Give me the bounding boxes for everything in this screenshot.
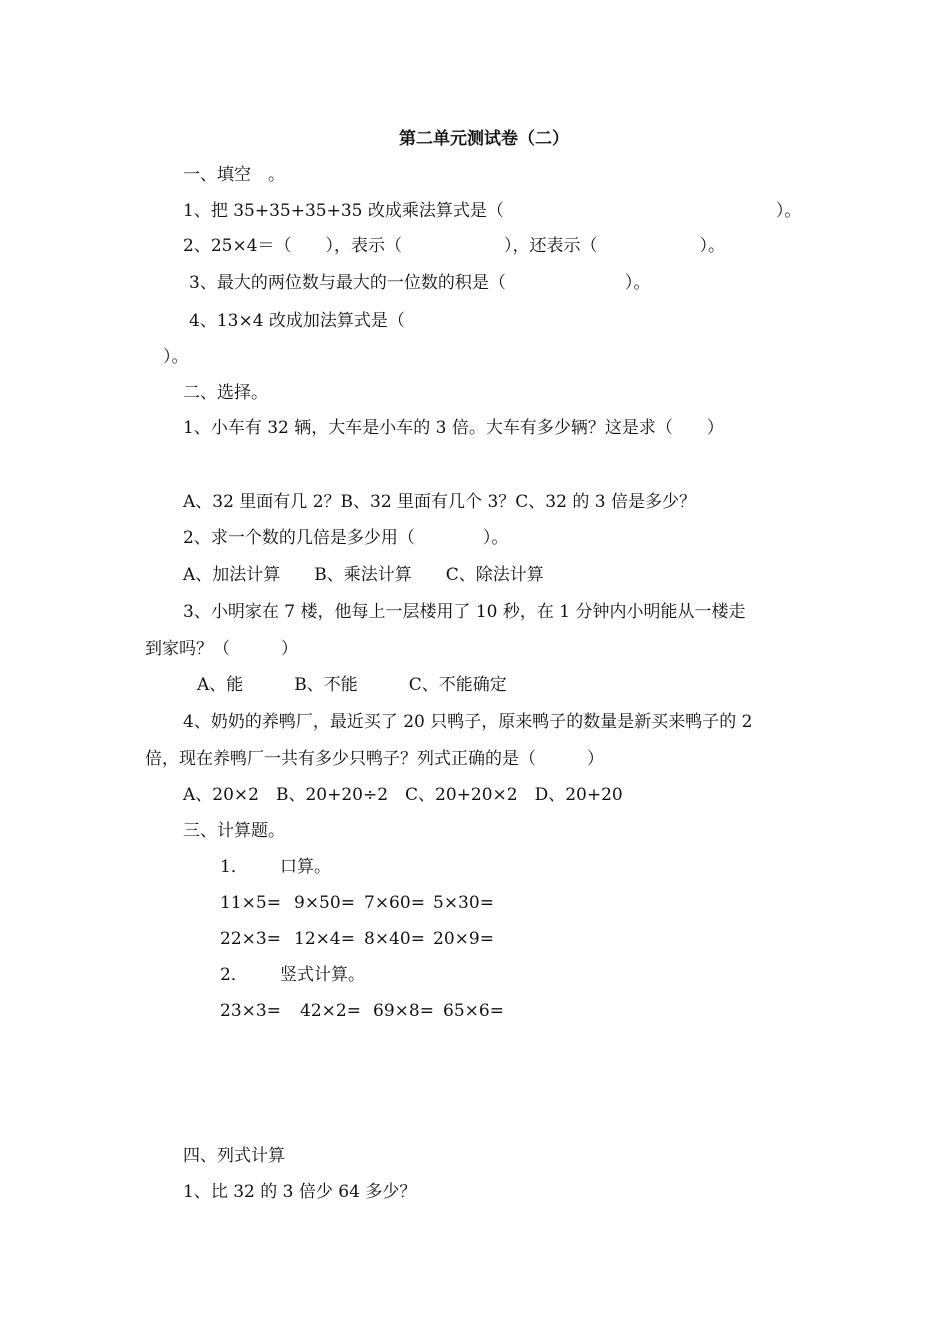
- choice-question-4: 4、奶奶的养鸭厂，最近买了 20 只鸭子，原来鸭子的数量是新买来鸭子的 2: [183, 712, 753, 732]
- section-2-heading: 二、选择。: [183, 383, 268, 403]
- fill-question-4: 4、13×4 改成加法算式是（: [189, 311, 405, 331]
- oral-calc-item: 22×3=: [220, 929, 281, 949]
- choice-question-2: 2、求一个数的几倍是多少用（ ）。: [183, 528, 509, 548]
- fill-question-1: 1、把 35+35+35+35 改成乘法算式是（ ）。: [183, 201, 802, 221]
- section-1-heading: 一、填空 。: [183, 165, 285, 185]
- page-title: 第二单元测试卷（二）: [399, 129, 569, 149]
- fill-question-4-end: ）。: [163, 347, 189, 367]
- vertical-calc-item: 65×6=: [443, 1001, 504, 1021]
- section-4-heading: 四、列式计算: [183, 1146, 285, 1166]
- calc-sub-2-label: 竖式计算。: [280, 965, 365, 985]
- choice-question-4-cont: 倍，现在养鸭厂一共有多少只鸭子？列式正确的是（ ）: [145, 749, 604, 769]
- section-3-heading: 三、计算题。: [183, 821, 285, 841]
- choice-question-4-options: A、20×2 B、20+20÷2 C、20+20×2 D、20+20: [183, 785, 623, 805]
- choice-question-2-options: A、加法计算 B、乘法计算 C、除法计算: [183, 565, 544, 585]
- oral-calc-item: 5×30=: [433, 893, 494, 913]
- choice-question-3: 3、小明家在 7 楼，他每上一层楼用了 10 秒，在 1 分钟内小明能从一楼走: [183, 602, 746, 622]
- choice-question-1-options: A、32 里面有几 2？B、32 里面有几个 3？C、32 的 3 倍是多少？: [183, 492, 696, 512]
- calc-sub-1-label: 口算。: [280, 857, 331, 877]
- choice-question-3-options: A、能 B、不能 C、不能确定: [197, 675, 507, 695]
- expression-question-1: 1、比 32 的 3 倍少 64 多少？: [183, 1182, 417, 1202]
- oral-calc-item: 7×60=: [364, 893, 425, 913]
- fill-question-3: 3、最大的两位数与最大的一位数的积是（ ）。: [189, 273, 651, 293]
- oral-calc-item: 8×40=: [364, 929, 425, 949]
- vertical-calc-item: 42×2=: [300, 1001, 361, 1021]
- choice-question-1: 1、小车有 32 辆，大车是小车的 3 倍。大车有多少辆？这是求（ ）: [183, 418, 724, 438]
- oral-calc-item: 11×5=: [220, 893, 281, 913]
- oral-calc-item: 12×4=: [294, 929, 355, 949]
- vertical-calc-item: 69×8=: [373, 1001, 434, 1021]
- fill-question-2: 2、25×4＝（ ），表示（ ），还表示（ ）。: [183, 236, 726, 256]
- vertical-calc-item: 23×3=: [220, 1001, 281, 1021]
- oral-calc-item: 20×9=: [433, 929, 494, 949]
- oral-calc-item: 9×50=: [294, 893, 355, 913]
- calc-sub-2-number: 2．: [220, 965, 248, 985]
- choice-question-3-cont: 到家吗？（ ）: [145, 639, 298, 659]
- calc-sub-1-number: 1．: [220, 857, 248, 877]
